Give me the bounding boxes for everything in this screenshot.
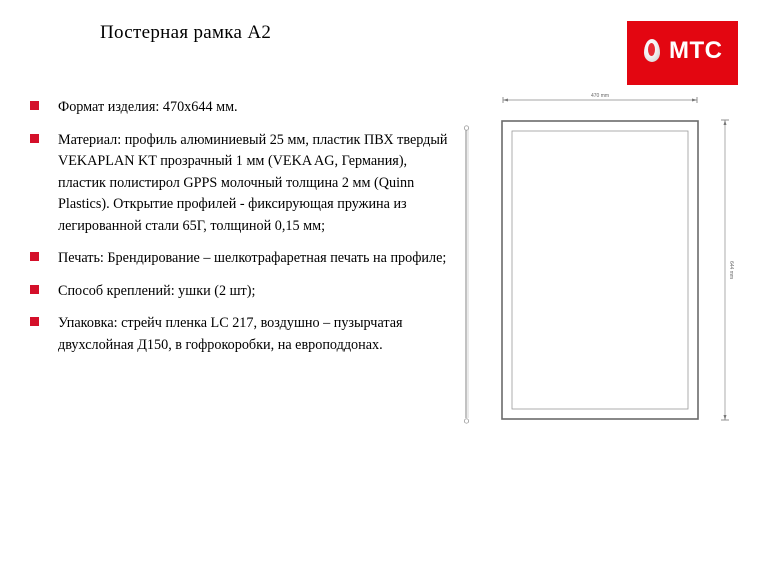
spec-text: Печать: Брендирование – шелкотрафаретная печать на профиле;: [58, 250, 447, 266]
logo-text: МТС: [669, 37, 723, 64]
bullet-icon: [30, 285, 39, 294]
width-label: 470 mm: [590, 93, 610, 99]
spec-text: Способ креплений: ушки (2 шт);: [58, 282, 256, 299]
bullet-icon: [30, 101, 39, 110]
mts-logo: [627, 21, 738, 85]
frame-side-profile: [464, 126, 468, 423]
bullet-icon: [30, 134, 39, 143]
spec-item-print: [30, 248, 450, 270]
height-dimension: [721, 120, 734, 420]
spec-text: Материал: профиль алюминиевый 25 мм, пластик ПВХ твердый VEKAPLAN KT прозрачный 1 мм (VEKA AG, Германия), пластик полистирол GPPS молочный толщина 2 мм (Quinn Plastics). Открытие профилей - фиксирующая пружина из легированной стали 65Г, толщиной 0,15 мм;: [58, 131, 448, 234]
mts-egg-icon: [644, 39, 660, 62]
spec-text: Формат изделия: 470х644 мм.: [58, 99, 238, 115]
spec-list: [30, 97, 450, 367]
spec-item-packaging: [30, 313, 450, 356]
bullet-icon: [30, 317, 39, 326]
width-dimension: [503, 93, 697, 103]
spec-item-format: [30, 97, 450, 119]
hanging-lug-top: [464, 126, 468, 130]
frame-inner: [512, 131, 688, 409]
spec-item-mounting: [30, 281, 450, 303]
spec-text: Упаковка: стрейч пленка LC 217, воздушно – пузырчатая двухслойная Д150, в гофрокоробки, на европоддонах.: [58, 315, 403, 353]
height-label: 644 mm: [728, 260, 734, 280]
bullet-icon: [30, 252, 39, 261]
spec-item-material: [30, 130, 450, 238]
slide-title: Постерная рамка А2: [100, 22, 272, 43]
frame-drawing: [455, 90, 745, 435]
hanging-lug-bottom: [464, 419, 468, 423]
